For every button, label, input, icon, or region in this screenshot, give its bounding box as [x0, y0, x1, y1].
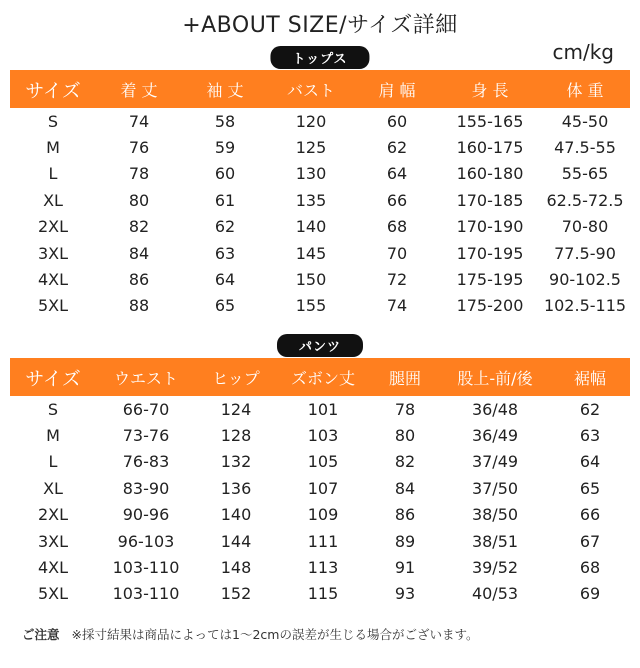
- size-cell: XL: [43, 478, 63, 498]
- header-cell: ヒップ: [196, 358, 276, 396]
- table-row: [10, 475, 630, 501]
- table-cell: 136: [220, 478, 252, 498]
- size-cell: 5XL: [37, 296, 69, 316]
- table-cell: 84: [128, 243, 150, 263]
- table-cell: 65: [214, 296, 236, 316]
- size-cell: 4XL: [37, 270, 69, 290]
- table-header-row: [10, 70, 630, 108]
- table-cell: 90-96: [122, 505, 170, 525]
- table-row: [10, 422, 630, 448]
- table-cell: 60: [214, 164, 236, 184]
- table-cell: 84: [394, 478, 416, 498]
- table-cell: 175-200: [456, 296, 524, 316]
- table-cell: 103: [307, 426, 339, 446]
- table-cell: 73-76: [122, 426, 170, 446]
- table-cell: 155-165: [456, 111, 524, 131]
- header-cell: 裾幅: [550, 358, 630, 396]
- size-cell: 5XL: [37, 584, 69, 604]
- size-cell: 3XL: [37, 243, 69, 263]
- tops-size-table: [10, 70, 630, 319]
- table-cell: 39/52: [471, 558, 519, 578]
- table-cell: 115: [307, 584, 339, 604]
- table-row: [10, 581, 630, 607]
- unit-label: cm/kg: [552, 40, 614, 64]
- table-cell: 155: [295, 296, 327, 316]
- table-cell: 109: [307, 505, 339, 525]
- table-cell: 96-103: [117, 531, 175, 551]
- table-cell: 170-185: [456, 190, 524, 210]
- table-cell: 38/50: [471, 505, 519, 525]
- table-cell: 58: [214, 111, 236, 131]
- table-cell: 59: [214, 138, 236, 158]
- table-row: [10, 396, 630, 422]
- table-cell: 128: [220, 426, 252, 446]
- table-cell: 82: [394, 452, 416, 472]
- table-cell: 148: [220, 558, 252, 578]
- size-cell: 2XL: [37, 505, 69, 525]
- table-cell: 55-65: [561, 164, 609, 184]
- table-cell: 111: [307, 531, 339, 551]
- table-cell: 76-83: [122, 452, 170, 472]
- table-cell: 140: [220, 505, 252, 525]
- note-text: ※採寸結果は商品によっては1～2cmの誤差が生じる場合がございます。: [71, 627, 479, 642]
- table-row: [10, 554, 630, 580]
- table-cell: 76: [128, 138, 150, 158]
- size-cell: 2XL: [37, 217, 69, 237]
- table-row: [10, 134, 630, 160]
- table-cell: 70: [386, 243, 408, 263]
- size-cell: S: [47, 111, 59, 131]
- table-cell: 132: [220, 452, 252, 472]
- table-cell: 62: [579, 399, 601, 419]
- table-cell: 145: [295, 243, 327, 263]
- size-cell: S: [47, 399, 59, 419]
- header-cell: 身 長: [440, 70, 540, 108]
- table-cell: 80: [394, 426, 416, 446]
- table-cell: 101: [307, 399, 339, 419]
- table-cell: 74: [128, 111, 150, 131]
- size-cell: M: [46, 426, 60, 446]
- header-cell: バスト: [268, 70, 354, 108]
- table-row: [10, 214, 630, 240]
- table-cell: 135: [295, 190, 327, 210]
- table-cell: 36/49: [471, 426, 519, 446]
- table-cell: 63: [214, 243, 236, 263]
- table-cell: 68: [386, 217, 408, 237]
- table-cell: 74: [386, 296, 408, 316]
- table-row: [10, 108, 630, 134]
- size-cell: M: [46, 138, 60, 158]
- table-cell: 124: [220, 399, 252, 419]
- table-cell: 103-110: [112, 584, 180, 604]
- table-cell: 140: [295, 217, 327, 237]
- table-cell: 82: [128, 217, 150, 237]
- table-cell: 160-180: [456, 164, 524, 184]
- size-note: [22, 625, 478, 643]
- table-cell: 64: [579, 452, 601, 472]
- header-cell: サイズ: [10, 358, 96, 396]
- table-cell: 105: [307, 452, 339, 472]
- table-cell: 89: [394, 531, 416, 551]
- table-cell: 40/53: [471, 584, 519, 604]
- table-row: [10, 161, 630, 187]
- table-cell: 62: [214, 217, 236, 237]
- table-cell: 64: [386, 164, 408, 184]
- table-row: [10, 502, 630, 528]
- table-cell: 61: [214, 190, 236, 210]
- section-label-tops: トップス: [270, 46, 369, 69]
- table-cell: 103-110: [112, 558, 180, 578]
- table-cell: 144: [220, 531, 252, 551]
- table-cell: 175-195: [456, 270, 524, 290]
- table-cell: 37/50: [471, 478, 519, 498]
- table-cell: 170-190: [456, 217, 524, 237]
- table-cell: 69: [579, 584, 601, 604]
- table-cell: 67: [579, 531, 601, 551]
- size-cell: 3XL: [37, 531, 69, 551]
- table-cell: 91: [394, 558, 416, 578]
- table-cell: 70-80: [561, 217, 609, 237]
- section-label-pants: パンツ: [277, 334, 363, 357]
- header-cell: 袖 丈: [182, 70, 268, 108]
- table-cell: 60: [386, 111, 408, 131]
- table-cell: 36/48: [471, 399, 519, 419]
- table-cell: 83-90: [122, 478, 170, 498]
- header-cell: 体 重: [540, 70, 630, 108]
- table-cell: 93: [394, 584, 416, 604]
- header-cell: ウエスト: [96, 358, 196, 396]
- table-cell: 102.5-115: [543, 296, 627, 316]
- header-cell: 腿囲: [370, 358, 440, 396]
- pants-size-table: [10, 358, 630, 607]
- table-cell: 77.5-90: [554, 243, 616, 263]
- table-cell: 125: [295, 138, 327, 158]
- table-row: [10, 240, 630, 266]
- table-cell: 72: [386, 270, 408, 290]
- table-cell: 130: [295, 164, 327, 184]
- size-cell: 4XL: [37, 558, 69, 578]
- table-cell: 66-70: [122, 399, 170, 419]
- table-header-row: [10, 358, 630, 396]
- table-cell: 38/51: [471, 531, 519, 551]
- table-cell: 64: [214, 270, 236, 290]
- page-title: +ABOUT SIZE/サイズ詳細: [182, 13, 458, 38]
- table-cell: 120: [295, 111, 327, 131]
- header-cell: サイズ: [10, 70, 96, 108]
- header-cell: ズボン丈: [276, 358, 370, 396]
- note-lead: ご注意: [22, 627, 60, 642]
- table-row: [10, 266, 630, 292]
- table-cell: 86: [394, 505, 416, 525]
- table-cell: 65: [579, 478, 601, 498]
- table-cell: 78: [394, 399, 416, 419]
- table-cell: 78: [128, 164, 150, 184]
- table-cell: 45-50: [561, 111, 609, 131]
- table-cell: 90-102.5: [549, 270, 621, 290]
- size-cell: L: [48, 164, 58, 184]
- header-cell: 股上-前/後: [440, 358, 550, 396]
- table-cell: 47.5-55: [554, 138, 616, 158]
- table-row: [10, 528, 630, 554]
- table-cell: 113: [307, 558, 339, 578]
- table-cell: 150: [295, 270, 327, 290]
- header-cell: 着 丈: [96, 70, 182, 108]
- size-cell: XL: [43, 190, 63, 210]
- table-cell: 86: [128, 270, 150, 290]
- table-cell: 63: [579, 426, 601, 446]
- table-cell: 88: [128, 296, 150, 316]
- table-row: [10, 187, 630, 213]
- table-cell: 62.5-72.5: [546, 190, 624, 210]
- header-cell: 肩 幅: [354, 70, 440, 108]
- table-cell: 37/49: [471, 452, 519, 472]
- table-row: [10, 293, 630, 319]
- table-cell: 152: [220, 584, 252, 604]
- table-cell: 160-175: [456, 138, 524, 158]
- table-cell: 80: [128, 190, 150, 210]
- table-cell: 68: [579, 558, 601, 578]
- size-cell: L: [48, 452, 58, 472]
- table-cell: 170-195: [456, 243, 524, 263]
- table-cell: 66: [386, 190, 408, 210]
- table-cell: 107: [307, 478, 339, 498]
- table-row: [10, 449, 630, 475]
- table-cell: 66: [579, 505, 601, 525]
- table-cell: 62: [386, 138, 408, 158]
